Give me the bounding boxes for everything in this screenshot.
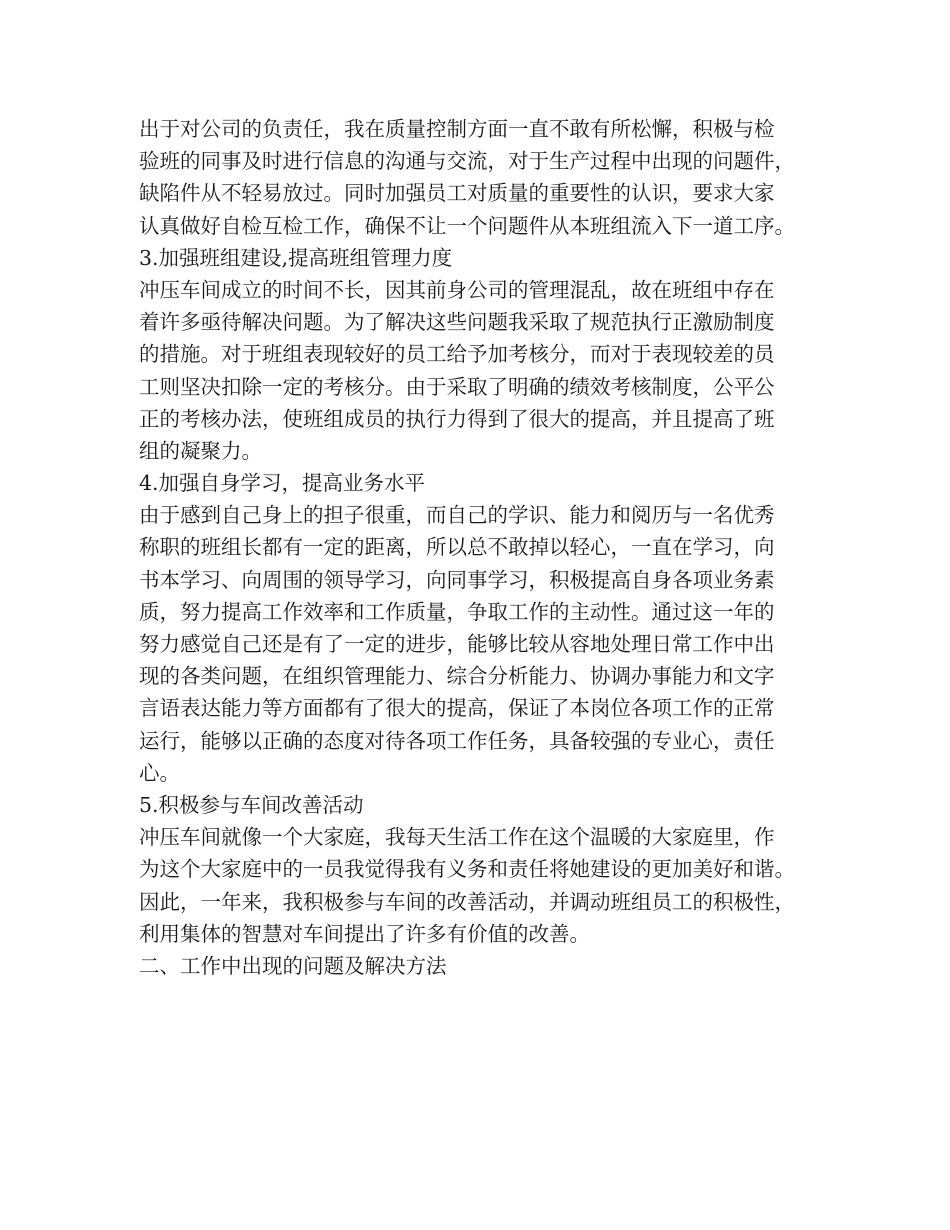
paragraph-line: 验班的同事及时进行信息的沟通与交流，对于生产过程中出现的问题件， bbox=[139, 149, 795, 174]
paragraph-line: 质，努力提高工作效率和工作质量，争取工作的主动性。通过这一年的 bbox=[139, 599, 775, 624]
paragraph-line: 称职的班组长都有一定的距离，所以总不敢掉以轻心，一直在学习，向 bbox=[139, 535, 775, 560]
paragraph-line: 因此，一年来，我积极参与车间的改善活动，并调动班组员工的积极性， bbox=[139, 889, 795, 914]
document-body bbox=[139, 113, 829, 982]
paragraph-line: 冲压车间成立的时间不长，因其前身公司的管理混乱，故在班组中存在 bbox=[139, 277, 775, 302]
section-heading: 4.加强自身学习，提高业务水平 bbox=[139, 471, 426, 496]
paragraph-line: 着许多亟待解决问题。为了解决这些问题我采取了规范执行正激励制度 bbox=[139, 310, 775, 335]
section-heading: 二、工作中出现的问题及解决方法 bbox=[139, 953, 447, 978]
paragraph-line: 冲压车间就像一个大家庭，我每天生活工作在这个温暖的大家庭里，作 bbox=[139, 825, 775, 850]
paragraph-line: 缺陷件从不轻易放过。同时加强员工对质量的重要性的认识，要求大家 bbox=[139, 181, 775, 206]
paragraph-line: 出于对公司的负责任，我在质量控制方面一直不敢有所松懈，积极与检 bbox=[139, 117, 775, 141]
paragraph-line: 为这个大家庭中的一员我觉得我有义务和责任将她建设的更加美好和谐。 bbox=[139, 857, 795, 882]
paragraph-line: 的措施。对于班组表现较好的员工给予加考核分，而对于表现较差的员 bbox=[139, 342, 775, 367]
section-heading: 5.积极参与车间改善活动 bbox=[139, 792, 364, 817]
paragraph-line: 工则坚决扣除一定的考核分。由于采取了明确的绩效考核制度，公平公 bbox=[139, 374, 775, 399]
paragraph-line: 运行，能够以正确的态度对待各项工作任务，具备较强的专业心，责任 bbox=[139, 728, 775, 753]
paragraph-line: 正的考核办法，使班组成员的执行力得到了很大的提高，并且提高了班 bbox=[139, 406, 775, 431]
paragraph-line: 心。 bbox=[139, 760, 180, 785]
paragraph-line: 利用集体的智慧对车间提出了许多有价值的改善。 bbox=[139, 921, 590, 946]
paragraph-line: 认真做好自检互检工作，确保不让一个问题件从本班组流入下一道工序。 bbox=[139, 213, 795, 238]
paragraph-line: 言语表达能力等方面都有了很大的提高，保证了本岗位各项工作的正常 bbox=[139, 696, 775, 721]
paragraph-line: 由于感到自己身上的担子很重，而自己的学识、能力和阅历与一名优秀 bbox=[139, 503, 775, 528]
section-heading: 3.加强班组建设,提高班组管理力度 bbox=[139, 245, 453, 270]
paragraph-line: 书本学习、向周围的领导学习，向同事学习，积极提高自身各项业务素 bbox=[139, 567, 775, 592]
paragraph-line: 组的凝聚力。 bbox=[139, 438, 262, 463]
paragraph-line: 现的各类问题，在组织管理能力、综合分析能力、协调办事能力和文字 bbox=[139, 664, 775, 689]
paragraph-line: 努力感觉自己还是有了一定的进步，能够比较从容地处理日常工作中出 bbox=[139, 632, 775, 656]
